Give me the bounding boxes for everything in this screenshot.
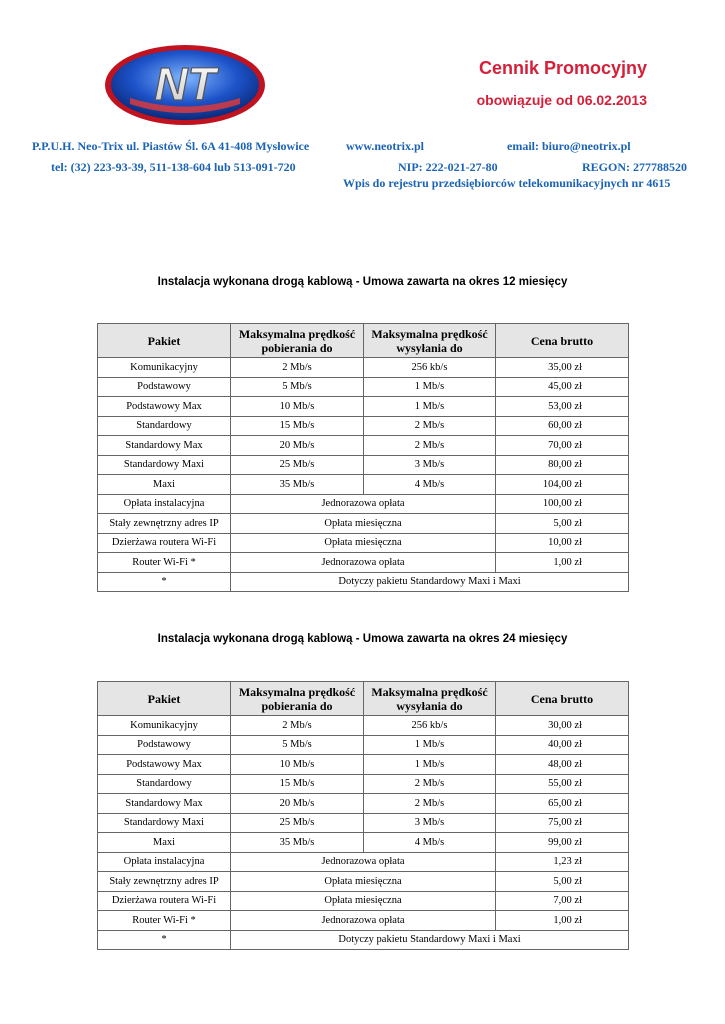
download-speed: 25 Mb/s [231, 455, 364, 475]
table-row [98, 475, 629, 495]
regon-number: REGON: 277788520 [582, 160, 687, 174]
upload-speed: 2 Mb/s [364, 794, 496, 814]
download-speed: 20 Mb/s [231, 794, 364, 814]
table-row-extra [98, 533, 629, 553]
extra-service-name: Router Wi-Fi * [98, 553, 231, 573]
table-row-extra [98, 911, 629, 931]
download-speed: 20 Mb/s [231, 436, 364, 456]
package-name: Maxi [98, 833, 231, 853]
upload-speed: 256 kb/s [364, 716, 496, 736]
download-speed: 2 Mb/s [231, 358, 364, 378]
footnote-marker: * [98, 572, 231, 592]
price-table-12-months [97, 323, 629, 592]
download-speed: 15 Mb/s [231, 774, 364, 794]
gross-price: 75,00 zł [496, 813, 629, 833]
gross-price: 1,00 zł [496, 911, 629, 931]
registry-entry: Wpis do rejestru przedsiębiorców telekomunikacyjnych nr 4615 [343, 176, 671, 190]
table-row [98, 377, 629, 397]
gross-price: 65,00 zł [496, 794, 629, 814]
upload-speed: 3 Mb/s [364, 813, 496, 833]
upload-speed: 1 Mb/s [364, 377, 496, 397]
fee-type: Opłata miesięczna [231, 533, 496, 553]
header-gross-price: Cena brutto [496, 682, 629, 716]
header-download-speed: Maksymalna prędkość pobierania do [231, 324, 364, 358]
extra-service-name: Dzierżawa routera Wi-Fi [98, 533, 231, 553]
table-row [98, 735, 629, 755]
gross-price: 80,00 zł [496, 455, 629, 475]
gross-price: 5,00 zł [496, 514, 629, 534]
table-row [98, 716, 629, 736]
footnote-row [98, 930, 629, 950]
phone-numbers: tel: (32) 223-93-39, 511-138-604 lub 513-091-720 [51, 160, 296, 174]
package-name: Standardowy Maxi [98, 455, 231, 475]
table-row [98, 813, 629, 833]
website-link[interactable]: www.neotrix.pl [346, 139, 424, 153]
table-row [98, 416, 629, 436]
footnote-text: Dotyczy pakietu Standardowy Maxi i Maxi [231, 572, 629, 592]
footnote-row [98, 572, 629, 592]
header-package: Pakiet [98, 682, 231, 716]
download-speed: 5 Mb/s [231, 377, 364, 397]
upload-speed: 1 Mb/s [364, 755, 496, 775]
upload-speed: 3 Mb/s [364, 455, 496, 475]
table-row [98, 455, 629, 475]
gross-price: 30,00 zł [496, 716, 629, 736]
table-row-extra [98, 852, 629, 872]
svg-text:NT: NT [154, 58, 216, 110]
fee-type: Jednorazowa opłata [231, 852, 496, 872]
extra-service-name: Stały zewnętrzny adres IP [98, 514, 231, 534]
package-name: Standardowy [98, 774, 231, 794]
download-speed: 10 Mb/s [231, 755, 364, 775]
valid-from-date: obowiązuje od 06.02.2013 [476, 92, 647, 108]
gross-price: 1,00 zł [496, 553, 629, 573]
gross-price: 5,00 zł [496, 872, 629, 892]
table-row-extra [98, 514, 629, 534]
fee-type: Jednorazowa opłata [231, 911, 496, 931]
gross-price: 10,00 zł [496, 533, 629, 553]
table-row-extra [98, 872, 629, 892]
extra-service-name: Stały zewnętrzny adres IP [98, 872, 231, 892]
gross-price: 60,00 zł [496, 416, 629, 436]
extra-service-name: Opłata instalacyjna [98, 494, 231, 514]
gross-price: 104,00 zł [496, 475, 629, 495]
company-address: P.P.U.H. Neo-Trix ul. Piastów Śl. 6A 41-408 Mysłowice [32, 139, 310, 153]
extra-service-name: Opłata instalacyjna [98, 852, 231, 872]
table-row [98, 436, 629, 456]
gross-price: 40,00 zł [496, 735, 629, 755]
package-name: Standardowy Maxi [98, 813, 231, 833]
download-speed: 25 Mb/s [231, 813, 364, 833]
section-title-24-months: Instalacja wykonana drogą kablową - Umowa zawarta na okres 24 miesięcy [157, 633, 568, 645]
download-speed: 35 Mb/s [231, 833, 364, 853]
table-row [98, 774, 629, 794]
gross-price: 35,00 zł [496, 358, 629, 378]
fee-type: Opłata miesięczna [231, 872, 496, 892]
upload-speed: 1 Mb/s [364, 735, 496, 755]
gross-price: 1,23 zł [496, 852, 629, 872]
extra-service-name: Router Wi-Fi * [98, 911, 231, 931]
upload-speed: 2 Mb/s [364, 416, 496, 436]
gross-price: 100,00 zł [496, 494, 629, 514]
table-row [98, 358, 629, 378]
table-row-extra [98, 494, 629, 514]
fee-type: Jednorazowa opłata [231, 494, 496, 514]
gross-price: 48,00 zł [496, 755, 629, 775]
footnote-marker: * [98, 930, 231, 950]
header-download-speed: Maksymalna prędkość pobierania do [231, 682, 364, 716]
package-name: Komunikacyjny [98, 716, 231, 736]
footnote-text: Dotyczy pakietu Standardowy Maxi i Maxi [231, 930, 629, 950]
header-gross-price: Cena brutto [496, 324, 629, 358]
package-name: Standardowy Max [98, 794, 231, 814]
upload-speed: 1 Mb/s [364, 397, 496, 417]
table-row [98, 755, 629, 775]
download-speed: 10 Mb/s [231, 397, 364, 417]
extra-service-name: Dzierżawa routera Wi-Fi [98, 891, 231, 911]
download-speed: 35 Mb/s [231, 475, 364, 495]
fee-type: Opłata miesięczna [231, 514, 496, 534]
table-row [98, 833, 629, 853]
price-list-title: Cennik Promocyjny [478, 58, 647, 78]
package-name: Podstawowy [98, 735, 231, 755]
package-name: Standardowy Max [98, 436, 231, 456]
package-name: Podstawowy Max [98, 397, 231, 417]
upload-speed: 4 Mb/s [364, 475, 496, 495]
upload-speed: 2 Mb/s [364, 436, 496, 456]
fee-type: Jednorazowa opłata [231, 553, 496, 573]
package-name: Standardowy [98, 416, 231, 436]
package-name: Podstawowy [98, 377, 231, 397]
package-name: Podstawowy Max [98, 755, 231, 775]
package-name: Maxi [98, 475, 231, 495]
package-name: Komunikacyjny [98, 358, 231, 378]
upload-speed: 256 kb/s [364, 358, 496, 378]
company-logo [100, 40, 270, 130]
price-table-24-months [97, 681, 629, 950]
gross-price: 55,00 zł [496, 774, 629, 794]
table-row-extra [98, 553, 629, 573]
email-link[interactable]: email: biuro@neotrix.pl [507, 139, 631, 153]
table-row [98, 794, 629, 814]
download-speed: 5 Mb/s [231, 735, 364, 755]
nip-number: NIP: 222-021-27-80 [398, 160, 498, 174]
table-row-extra [98, 891, 629, 911]
table-row [98, 397, 629, 417]
header-upload-speed: Maksymalna prędkość wysyłania do [364, 324, 496, 358]
upload-speed: 4 Mb/s [364, 833, 496, 853]
gross-price: 70,00 zł [496, 436, 629, 456]
section-title-12-months: Instalacja wykonana drogą kablową - Umowa zawarta na okres 12 miesięcy [157, 276, 568, 288]
download-speed: 15 Mb/s [231, 416, 364, 436]
header-upload-speed: Maksymalna prędkość wysyłania do [364, 682, 496, 716]
gross-price: 7,00 zł [496, 891, 629, 911]
header-package: Pakiet [98, 324, 231, 358]
gross-price: 53,00 zł [496, 397, 629, 417]
gross-price: 99,00 zł [496, 833, 629, 853]
gross-price: 45,00 zł [496, 377, 629, 397]
upload-speed: 2 Mb/s [364, 774, 496, 794]
download-speed: 2 Mb/s [231, 716, 364, 736]
fee-type: Opłata miesięczna [231, 891, 496, 911]
